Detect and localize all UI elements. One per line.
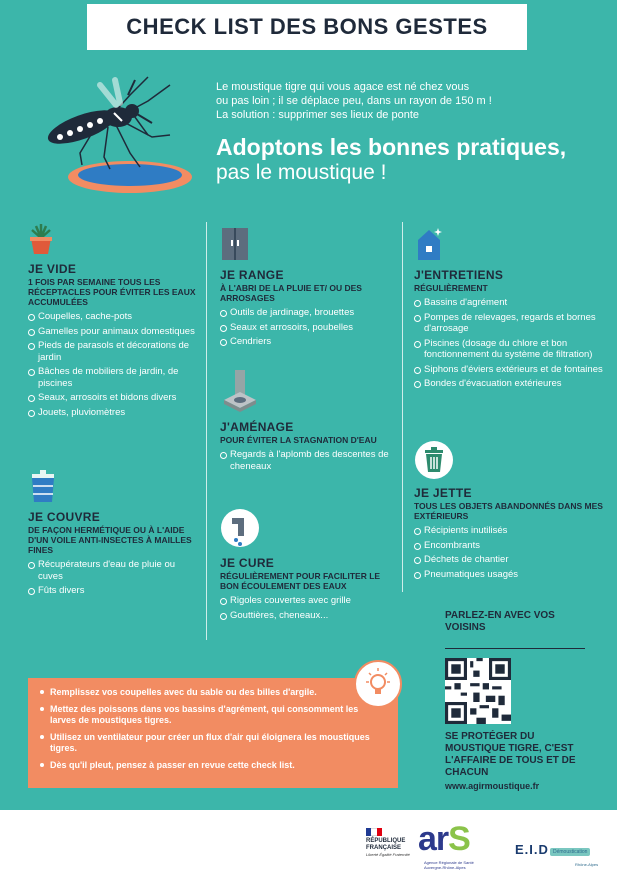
rf-line-1: RÉPUBLIQUE bbox=[366, 838, 406, 844]
slogan-line-2: pas le moustique ! bbox=[216, 161, 387, 184]
website-link[interactable]: www.agirmoustique.fr bbox=[445, 781, 540, 791]
list-item: Siphons d'éviers extérieurs et de fontaines bbox=[414, 364, 604, 376]
eid-region: Rhône-Alpes bbox=[575, 862, 599, 867]
ars-text: ar bbox=[418, 820, 449, 858]
list-item: Fûts divers bbox=[28, 585, 198, 597]
list-item: Outils de jardinage, brouettes bbox=[220, 307, 395, 319]
page-title: CHECK LIST DES BONS GESTES bbox=[126, 14, 488, 39]
list-item: Seaux et arrosoirs, poubelles bbox=[220, 322, 395, 334]
list-item: Pompes de relevages, regards et bornes d'arrosage bbox=[414, 312, 604, 335]
list-item: Jouets, pluviomètres bbox=[28, 407, 198, 419]
column-divider bbox=[402, 222, 403, 592]
house-sparkle-icon bbox=[414, 226, 444, 262]
section-subtitle: POUR ÉVITER LA STAGNATION D'EAU bbox=[220, 435, 377, 445]
section-je-range bbox=[220, 226, 395, 351]
list-item: Regards à l'aplomb des descentes de cheneaux bbox=[220, 449, 395, 472]
section-je-vide bbox=[28, 224, 198, 421]
qr-code-icon[interactable] bbox=[445, 658, 511, 724]
drainpipe-icon bbox=[220, 370, 260, 414]
section-je-jette bbox=[414, 440, 604, 583]
talk-to-neighbours: PARLEZ-EN AVEC VOS VOISINS bbox=[445, 610, 555, 633]
section-title: JE JETTE bbox=[414, 486, 472, 500]
list-item: Piscines (dosage du chlore et bon fonctionnement du système de filtration) bbox=[414, 338, 604, 361]
list-item: Récupérateurs d'eau de pluie ou cuves bbox=[28, 559, 198, 582]
rf-line-2: FRANÇAISE bbox=[366, 845, 402, 851]
list-item: Encombrants bbox=[414, 540, 604, 552]
list-item: Pieds de parasols et décorations de jardin bbox=[28, 340, 198, 363]
list-item: Seaux, arrosoirs et bidons divers bbox=[28, 392, 198, 404]
list-item: Bondes d'évacuation extérieures bbox=[414, 378, 604, 390]
list-item: Déchets de chantier bbox=[414, 554, 604, 566]
list-item: Bassins d'agrément bbox=[414, 297, 604, 309]
section-title: JE RANGE bbox=[220, 268, 284, 282]
ars-logo bbox=[418, 820, 470, 859]
intro-line: Le moustique tigre qui vous agace est né chez vous bbox=[216, 81, 470, 93]
tip-item: Utilisez un ventilateur pour créer un flux d'air qui éloignera les moustiques tigres. bbox=[40, 732, 386, 754]
list-item: Rigoles couvertes avec grille bbox=[220, 595, 400, 607]
section-je-couvre bbox=[28, 470, 198, 600]
lightbulb-icon bbox=[354, 660, 402, 708]
section-title: J'ENTRETIENS bbox=[414, 268, 504, 282]
section-subtitle: 1 FOIS PAR SEMAINE TOUS LES RÉCEPTACLES POUR ÉVITER LES EAUX ACCUMULÉES bbox=[28, 277, 196, 307]
cabinet-icon bbox=[220, 226, 250, 262]
trash-bin-icon bbox=[414, 440, 454, 480]
list-item: Bâches de mobiliers de jardin, de piscines bbox=[28, 366, 198, 389]
eid-subtitle: Démoustication bbox=[550, 848, 590, 856]
slogan-line-1: Adoptons les bonnes pratiques, bbox=[216, 134, 567, 160]
list-item: Gamelles pour animaux domestiques bbox=[28, 326, 198, 338]
section-title: JE VIDE bbox=[28, 262, 77, 276]
section-title: JE COUVRE bbox=[28, 510, 101, 524]
plant-pot-icon bbox=[28, 224, 54, 256]
tip-item: Dès qu'il pleut, pensez à passer en revue cette check list. bbox=[40, 760, 386, 771]
intro-text bbox=[216, 80, 596, 122]
gutter-drip-icon bbox=[220, 508, 260, 550]
column-divider bbox=[206, 222, 207, 640]
section-subtitle: RÉGULIÈREMENT bbox=[414, 283, 488, 293]
rf-motto: Liberté Égalité Fraternité bbox=[366, 852, 410, 857]
tip-item: Mettez des poissons dans vos bassins d'agrément, qui consomment les larves de moustiques tigres. bbox=[40, 704, 386, 726]
list-item: Coupelles, cache-pots bbox=[28, 311, 198, 323]
list-item: Pneumatiques usagés bbox=[414, 569, 604, 581]
list-item: Cendriers bbox=[220, 336, 395, 348]
eid-logo: E.I.D bbox=[515, 842, 549, 857]
republique-francaise-logo bbox=[366, 828, 416, 857]
tips-box bbox=[28, 678, 398, 788]
protect-message: SE PROTÉGER DU MOUSTIQUE TIGRE, C'EST L'AFFAIRE DE TOUS ET DE CHACUN bbox=[445, 731, 576, 778]
section-subtitle: RÉGULIÈREMENT POUR FACILITER LE BON ÉCOULEMENT DES EAUX bbox=[220, 571, 381, 591]
list-item: Récipients inutilisés bbox=[414, 525, 604, 537]
section-subtitle: À L'ABRI DE LA PLUIE ET/ OU DES ARROSAGES bbox=[220, 283, 362, 303]
divider bbox=[445, 648, 585, 649]
list-item: Gouttières, cheneaux... bbox=[220, 610, 400, 622]
ars-s: S bbox=[448, 820, 470, 858]
ars-subtitle: Agence Régionale de Santé Auvergne-Rhône-Alpes bbox=[424, 860, 474, 870]
section-j-amenage bbox=[220, 370, 395, 475]
section-je-cure bbox=[220, 508, 400, 624]
title-banner bbox=[87, 4, 527, 50]
section-title: JE CURE bbox=[220, 556, 275, 570]
tip-item: Remplissez vos coupelles avec du sable ou des billes d'argile. bbox=[40, 687, 386, 698]
section-title: J'AMÉNAGE bbox=[220, 420, 294, 434]
section-subtitle: DE FAÇON HERMÉTIQUE OU À L'AIDE D'UN VOILE ANTI-INSECTES À MAILLES FINES bbox=[28, 525, 192, 555]
intro-line: ou pas loin ; il se déplace peu, dans un rayon de 150 m ! bbox=[216, 95, 492, 107]
section-subtitle: TOUS LES OBJETS ABANDONNÉS DANS MES EXTÉRIEURS bbox=[414, 501, 603, 521]
covered-barrel-icon bbox=[28, 470, 58, 504]
slogan bbox=[216, 134, 566, 185]
mosquito-illustration bbox=[20, 65, 200, 200]
intro-line: La solution : supprimer ses lieux de ponte bbox=[216, 109, 420, 121]
section-j-entretiens bbox=[414, 226, 604, 393]
french-flag-icon bbox=[366, 828, 382, 836]
